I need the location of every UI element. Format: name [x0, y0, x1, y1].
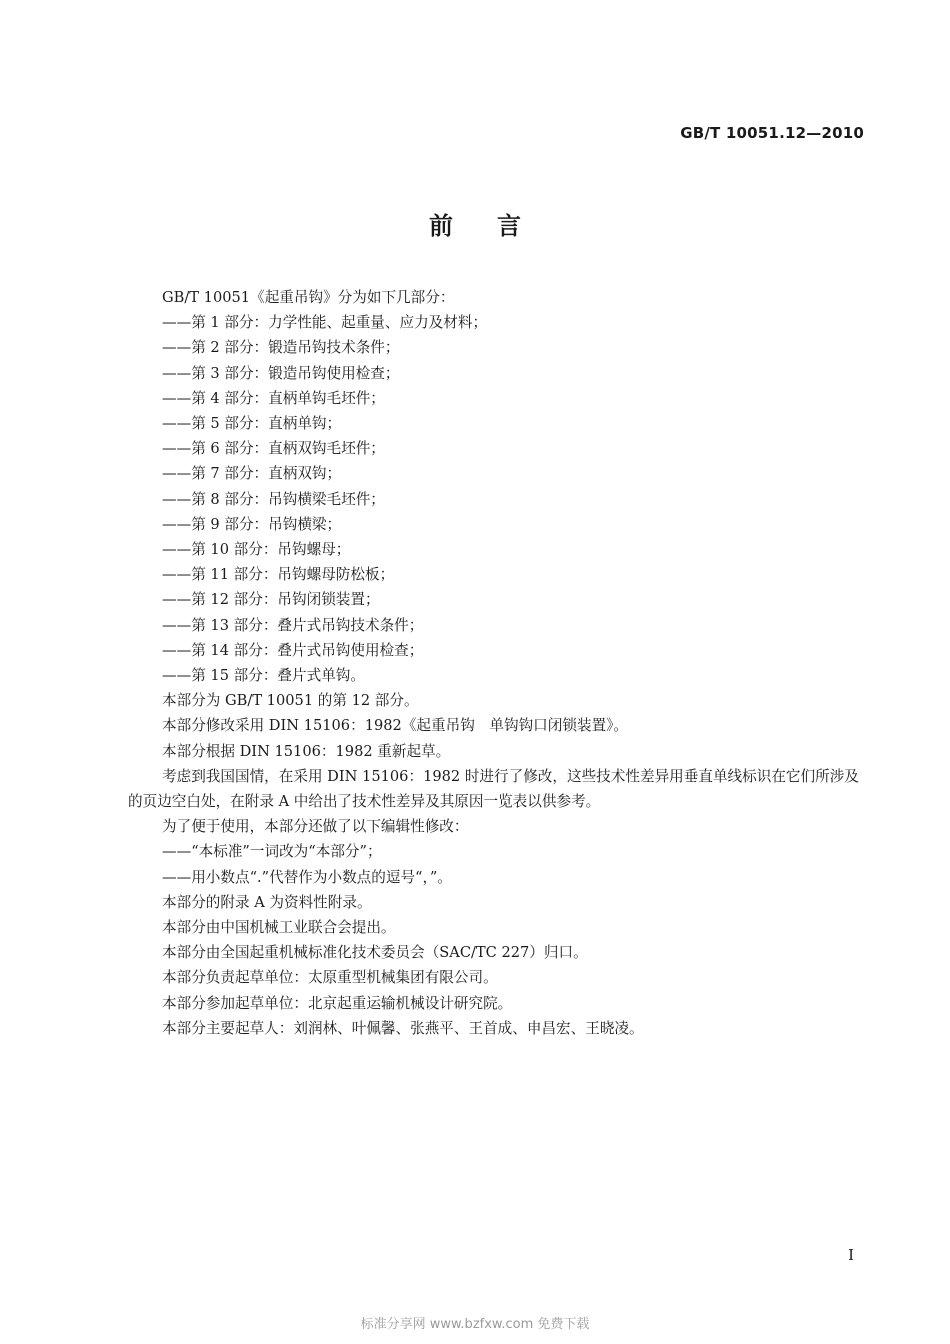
editorial-paragraph: 为了便于使用，本部分还做了以下编辑性修改：	[162, 818, 469, 836]
this-part-paragraph: 本部分为 GB/T 10051 的第 12 部分。	[162, 692, 419, 710]
part-list-item: ——第 4 部分：直柄单钩毛坯件；	[162, 389, 385, 407]
edit-list-item: ——用小数点“.”代替作为小数点的逗号“，”。	[162, 868, 452, 886]
part-list-item: ——第 10 部分：吊钩螺母；	[162, 541, 351, 559]
annex-paragraph: 本部分的附录 A 为资料性附录。	[162, 893, 372, 911]
national-conditions-paragraph: 考虑到我国国情，在采用 DIN 15106：1982 时进行了修改，这些技术性差异用垂直单线标识在它们所涉及的页边空白处，在附录 A 中给出了技术性差异及其原因一览表以供参考。	[128, 767, 859, 811]
part-list-item: ——第 9 部分：吊钩横梁；	[162, 515, 342, 533]
participating-unit-paragraph: 本部分参加起草单位：北京起重运输机械设计研究院。	[162, 994, 513, 1012]
part-list-item: ——第 15 部分：叠片式单钩。	[162, 667, 365, 685]
adoption-paragraph: 本部分修改采用 DIN 15106：1982《起重吊钩 单钩钩口闭锁装置》。	[162, 717, 629, 735]
part-list-item: ——第 7 部分：直柄双钩；	[162, 465, 342, 483]
part-list-item: ——第 13 部分：叠片式吊钩技术条件；	[162, 616, 424, 634]
part-list-item: ——第 6 部分：直柄双钩毛坯件；	[162, 440, 385, 458]
intro-line: GB/T 10051《起重吊钩》分为如下几部分：	[162, 289, 455, 306]
part-list-item: ——第 8 部分：吊钩横梁毛坯件；	[162, 490, 385, 508]
part-list-item: ——第 11 部分：吊钩螺母防松板；	[162, 566, 395, 584]
edit-list-item: ——“本标准”一词改为“本部分”；	[162, 843, 382, 861]
part-list-item: ——第 12 部分：吊钩闭锁装置；	[162, 591, 380, 609]
standard-number: GB/T 10051.12—2010	[680, 124, 864, 142]
redraft-paragraph: 本部分根据 DIN 15106：1982 重新起草。	[162, 742, 451, 760]
page-title: 前言	[429, 212, 565, 240]
footer-watermark: 标准分享网 www.bzfxw.com 免费下载	[360, 1317, 590, 1332]
drafters-paragraph: 本部分主要起草人：刘润林、叶佩馨、张燕平、王首成、申昌宏、王晓凌。	[162, 1019, 644, 1037]
page-number: I	[848, 1246, 854, 1264]
part-list-item: ——第 14 部分：叠片式吊钩使用检查；	[162, 641, 424, 659]
foreword-body	[128, 285, 866, 1041]
drafting-unit-paragraph: 本部分负责起草单位：太原重型机械集团有限公司。	[162, 969, 498, 987]
part-list-item: ——第 3 部分：锻造吊钩使用检查；	[162, 364, 400, 382]
technical-committee-paragraph: 本部分由全国起重机械标准化技术委员会（SAC/TC 227）归口。	[162, 944, 588, 962]
part-list-item: ——第 1 部分：力学性能、起重量、应力及材料；	[162, 314, 488, 332]
proposed-by-paragraph: 本部分由中国机械工业联合会提出。	[162, 919, 396, 937]
part-list-item: ——第 5 部分：直柄单钩；	[162, 415, 342, 433]
part-list-item: ——第 2 部分：锻造吊钩技术条件；	[162, 339, 400, 357]
